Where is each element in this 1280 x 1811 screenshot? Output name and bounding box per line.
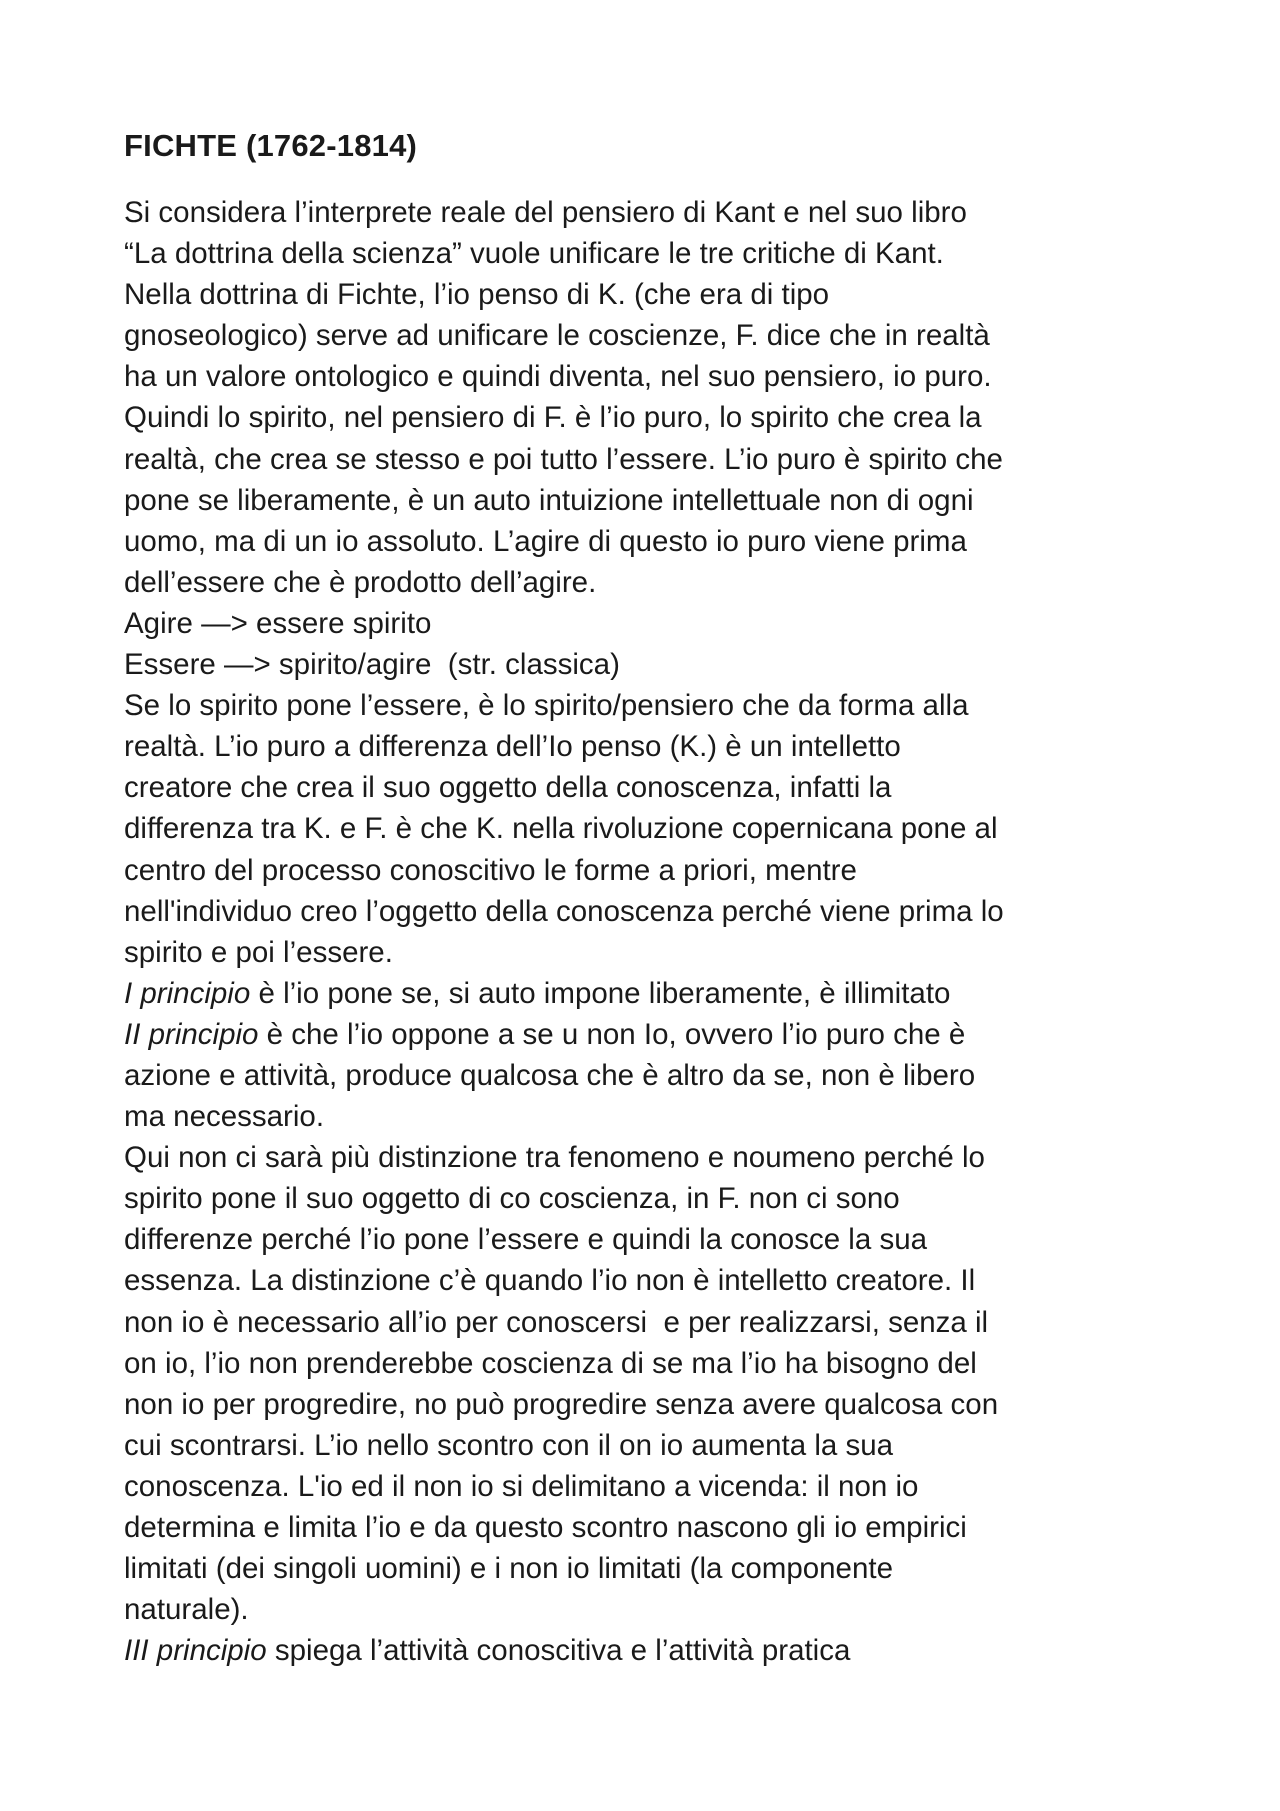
line-text: non io è necessario all’io per conoscersi e per realizzarsi, senza il	[124, 1305, 989, 1339]
text-line	[124, 850, 1184, 891]
line-text: limitati (dei singoli uomini) e i non io limitati (la componente	[124, 1552, 893, 1586]
text-line	[124, 1425, 1184, 1466]
line-text: spirito e poi l’essere.	[124, 935, 393, 969]
document-page	[124, 126, 1184, 1671]
text-line	[124, 1096, 1184, 1137]
line-text: Quindi lo spirito, nel pensiero di F. è l’io puro, lo spirito che crea la	[124, 401, 982, 435]
line-text: naturale).	[124, 1593, 249, 1627]
principle-label: III principio	[124, 1634, 267, 1668]
document-title: FICHTE (1762-1814)	[124, 128, 418, 163]
text-line	[124, 480, 1184, 521]
line-text: cui scontrarsi. L’io nello scontro con il on io aumenta la sua	[124, 1428, 894, 1462]
line-text: è l’io pone se, si auto impone liberamente, è illimitato	[250, 976, 951, 1010]
text-line	[124, 726, 1184, 767]
text-line	[124, 1384, 1184, 1425]
text-line	[124, 1466, 1184, 1507]
text-line	[124, 1548, 1184, 1589]
text-line	[124, 1343, 1184, 1384]
text-line	[124, 1055, 1184, 1096]
line-text: Se lo spirito pone l’essere, è lo spirito/pensiero che da forma alla	[124, 689, 969, 723]
line-text: realtà. L’io puro a differenza dell’Io penso (K.) è un intelletto	[124, 730, 901, 764]
text-line	[124, 1302, 1184, 1343]
principle-label: II principio	[124, 1017, 259, 1051]
text-line	[124, 1630, 1184, 1671]
text-line	[124, 562, 1184, 603]
line-text: nell'individuo creo l’oggetto della conoscenza perché viene prima lo	[124, 894, 1004, 928]
line-text: gnoseologico) serve ad unificare le coscienze, F. dice che in realtà	[124, 319, 990, 353]
text-line	[124, 233, 1184, 274]
text-line	[124, 521, 1184, 562]
line-text: Agire —> essere spirito	[124, 606, 432, 640]
text-line	[124, 315, 1184, 356]
line-text: Nella dottrina di Fichte, l’io penso di K. (che era di tipo	[124, 278, 830, 312]
text-line	[124, 1507, 1184, 1548]
line-text: conoscenza. L'io ed il non io si delimitano a vicenda: il non io	[124, 1469, 919, 1503]
line-text: Si considera l’interprete reale del pensiero di Kant e nel suo libro	[124, 196, 967, 229]
text-line	[124, 356, 1184, 397]
line-text: creatore che crea il suo oggetto della conoscenza, infatti la	[124, 771, 892, 805]
text-line	[124, 1137, 1184, 1178]
line-text: centro del processo conoscitivo le forme a priori, mentre	[124, 853, 857, 887]
line-text: on io, l’io non prenderebbe coscienza di se ma l’io ha bisogno del	[124, 1346, 977, 1380]
line-text: determina e limita l’io e da questo scontro nascono gli io empirici	[124, 1511, 967, 1544]
text-line	[124, 603, 1184, 644]
text-line	[124, 973, 1184, 1014]
line-text: essenza. La distinzione c’è quando l’io non è intelletto creatore. Il	[124, 1264, 976, 1298]
line-text: è che l’io oppone a se u non Io, ovvero l’io puro che è	[258, 1017, 966, 1051]
text-line	[124, 932, 1184, 973]
text-line	[124, 192, 1184, 233]
line-text: spiega l’attività conoscitiva e l’attività pratica	[266, 1634, 851, 1668]
document-body	[124, 192, 1184, 1671]
text-line	[124, 1178, 1184, 1219]
text-line	[124, 891, 1184, 932]
text-line	[124, 439, 1184, 480]
text-line	[124, 685, 1184, 726]
line-text: Qui non ci sarà più distinzione tra fenomeno e noumeno perché lo	[124, 1141, 985, 1175]
text-line	[124, 767, 1184, 808]
line-text: spirito pone il suo oggetto di co coscienza, in F. non ci sono	[124, 1182, 900, 1216]
line-text: uomo, ma di un io assoluto. L’agire di questo io puro viene prima	[124, 524, 967, 558]
line-text: realtà, che crea se stesso e poi tutto l’essere. L’io puro è spirito che	[124, 442, 1003, 476]
line-text: differenza tra K. e F. è che K. nella rivoluzione copernicana pone al	[124, 812, 998, 846]
principle-label: I principio	[124, 976, 251, 1010]
line-text: ha un valore ontologico e quindi diventa, nel suo pensiero, io puro.	[124, 360, 992, 394]
line-text: azione e attività, produce qualcosa che è altro da se, non è libero	[124, 1058, 976, 1092]
text-line	[124, 1219, 1184, 1260]
text-line	[124, 1260, 1184, 1301]
text-line	[124, 274, 1184, 315]
text-line	[124, 644, 1184, 685]
text-line	[124, 1589, 1184, 1630]
line-text: pone se liberamente, è un auto intuizione intellettuale non di ogni	[124, 483, 974, 517]
text-line	[124, 1014, 1184, 1055]
line-text: dell’essere che è prodotto dell’agire.	[124, 565, 597, 599]
line-text: differenze perché l’io pone l’essere e quindi la conosce la sua	[124, 1223, 928, 1257]
text-line	[124, 808, 1184, 849]
line-text: ma necessario.	[124, 1100, 325, 1134]
line-text: Essere —> spirito/agire (str. classica)	[124, 648, 620, 682]
text-line	[124, 397, 1184, 438]
line-text: non io per progredire, no può progredire senza avere qualcosa con	[124, 1387, 999, 1421]
line-text: “La dottrina della scienza” vuole unificare le tre critiche di Kant.	[124, 237, 944, 271]
